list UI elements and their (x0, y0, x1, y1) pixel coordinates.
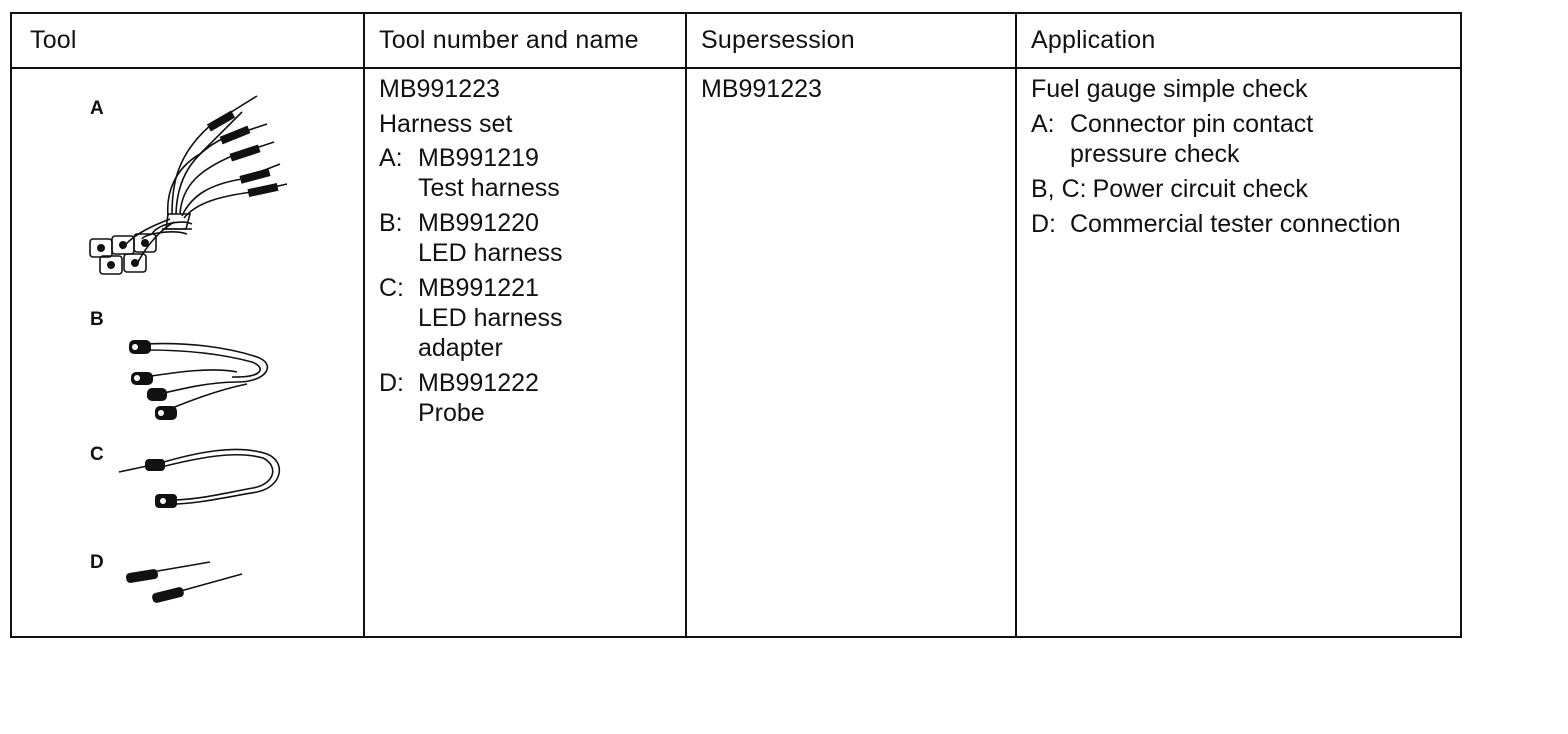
application-cell (1031, 74, 1461, 244)
led-harness-adapter-icon (117, 442, 287, 517)
application-item-label: B, C: (1031, 175, 1087, 203)
header-tool-number-and-name: Tool number and name (379, 26, 639, 54)
tool-item-number: MB991221 (418, 274, 539, 302)
tool-item-label: A: (379, 144, 403, 172)
tool-item-name: LED harness (418, 239, 563, 267)
header-application: Application (1031, 26, 1156, 54)
header-divider (12, 67, 1460, 69)
tool-item-number: MB991219 (418, 144, 539, 172)
header-supersession: Supersession (701, 26, 855, 54)
tool-item-d (379, 368, 679, 428)
special-tools-table (10, 12, 1462, 638)
application-item-text-cont: pressure check (1070, 140, 1240, 168)
led-harness-icon (117, 332, 277, 427)
application-item-bc (1031, 174, 1461, 204)
application-item-d (1031, 209, 1461, 239)
application-title: Fuel gauge simple check (1031, 75, 1308, 103)
application-item-label: D: (1031, 210, 1056, 238)
tool-item-name: Probe (418, 399, 485, 427)
tool-letter-b: B (90, 309, 104, 330)
tool-item-number: MB991222 (418, 369, 539, 397)
application-item-text: Power circuit check (1092, 175, 1308, 203)
column-divider (363, 14, 365, 636)
tool-letter-c: C (90, 444, 104, 465)
tool-item-label: D: (379, 369, 404, 397)
application-item-label: A: (1031, 110, 1055, 138)
harness-set-icon (82, 84, 292, 284)
tool-item-label: C: (379, 274, 404, 302)
tool-name: Harness set (379, 110, 513, 138)
probe-icon (122, 554, 252, 604)
tool-number-cell (379, 74, 679, 433)
supersession-value: MB991223 (701, 75, 822, 103)
application-item-a (1031, 109, 1461, 169)
column-divider (1015, 14, 1017, 636)
tool-item-a (379, 143, 679, 203)
column-divider (685, 14, 687, 636)
tool-item-name: Test harness (418, 174, 560, 202)
header-tool: Tool (30, 26, 77, 54)
application-item-text: Connector pin contact (1070, 110, 1314, 138)
tool-item-c (379, 273, 679, 363)
tool-item-name: LED harness (418, 304, 563, 332)
tool-item-label: B: (379, 209, 403, 237)
tool-letter-d: D (90, 552, 104, 573)
tool-letter-a: A (90, 98, 104, 119)
tool-item-b (379, 208, 679, 268)
application-item-text: Commercial tester connection (1070, 210, 1401, 238)
tool-number: MB991223 (379, 75, 500, 103)
tool-item-name-cont: adapter (418, 334, 503, 362)
tool-item-number: MB991220 (418, 209, 539, 237)
